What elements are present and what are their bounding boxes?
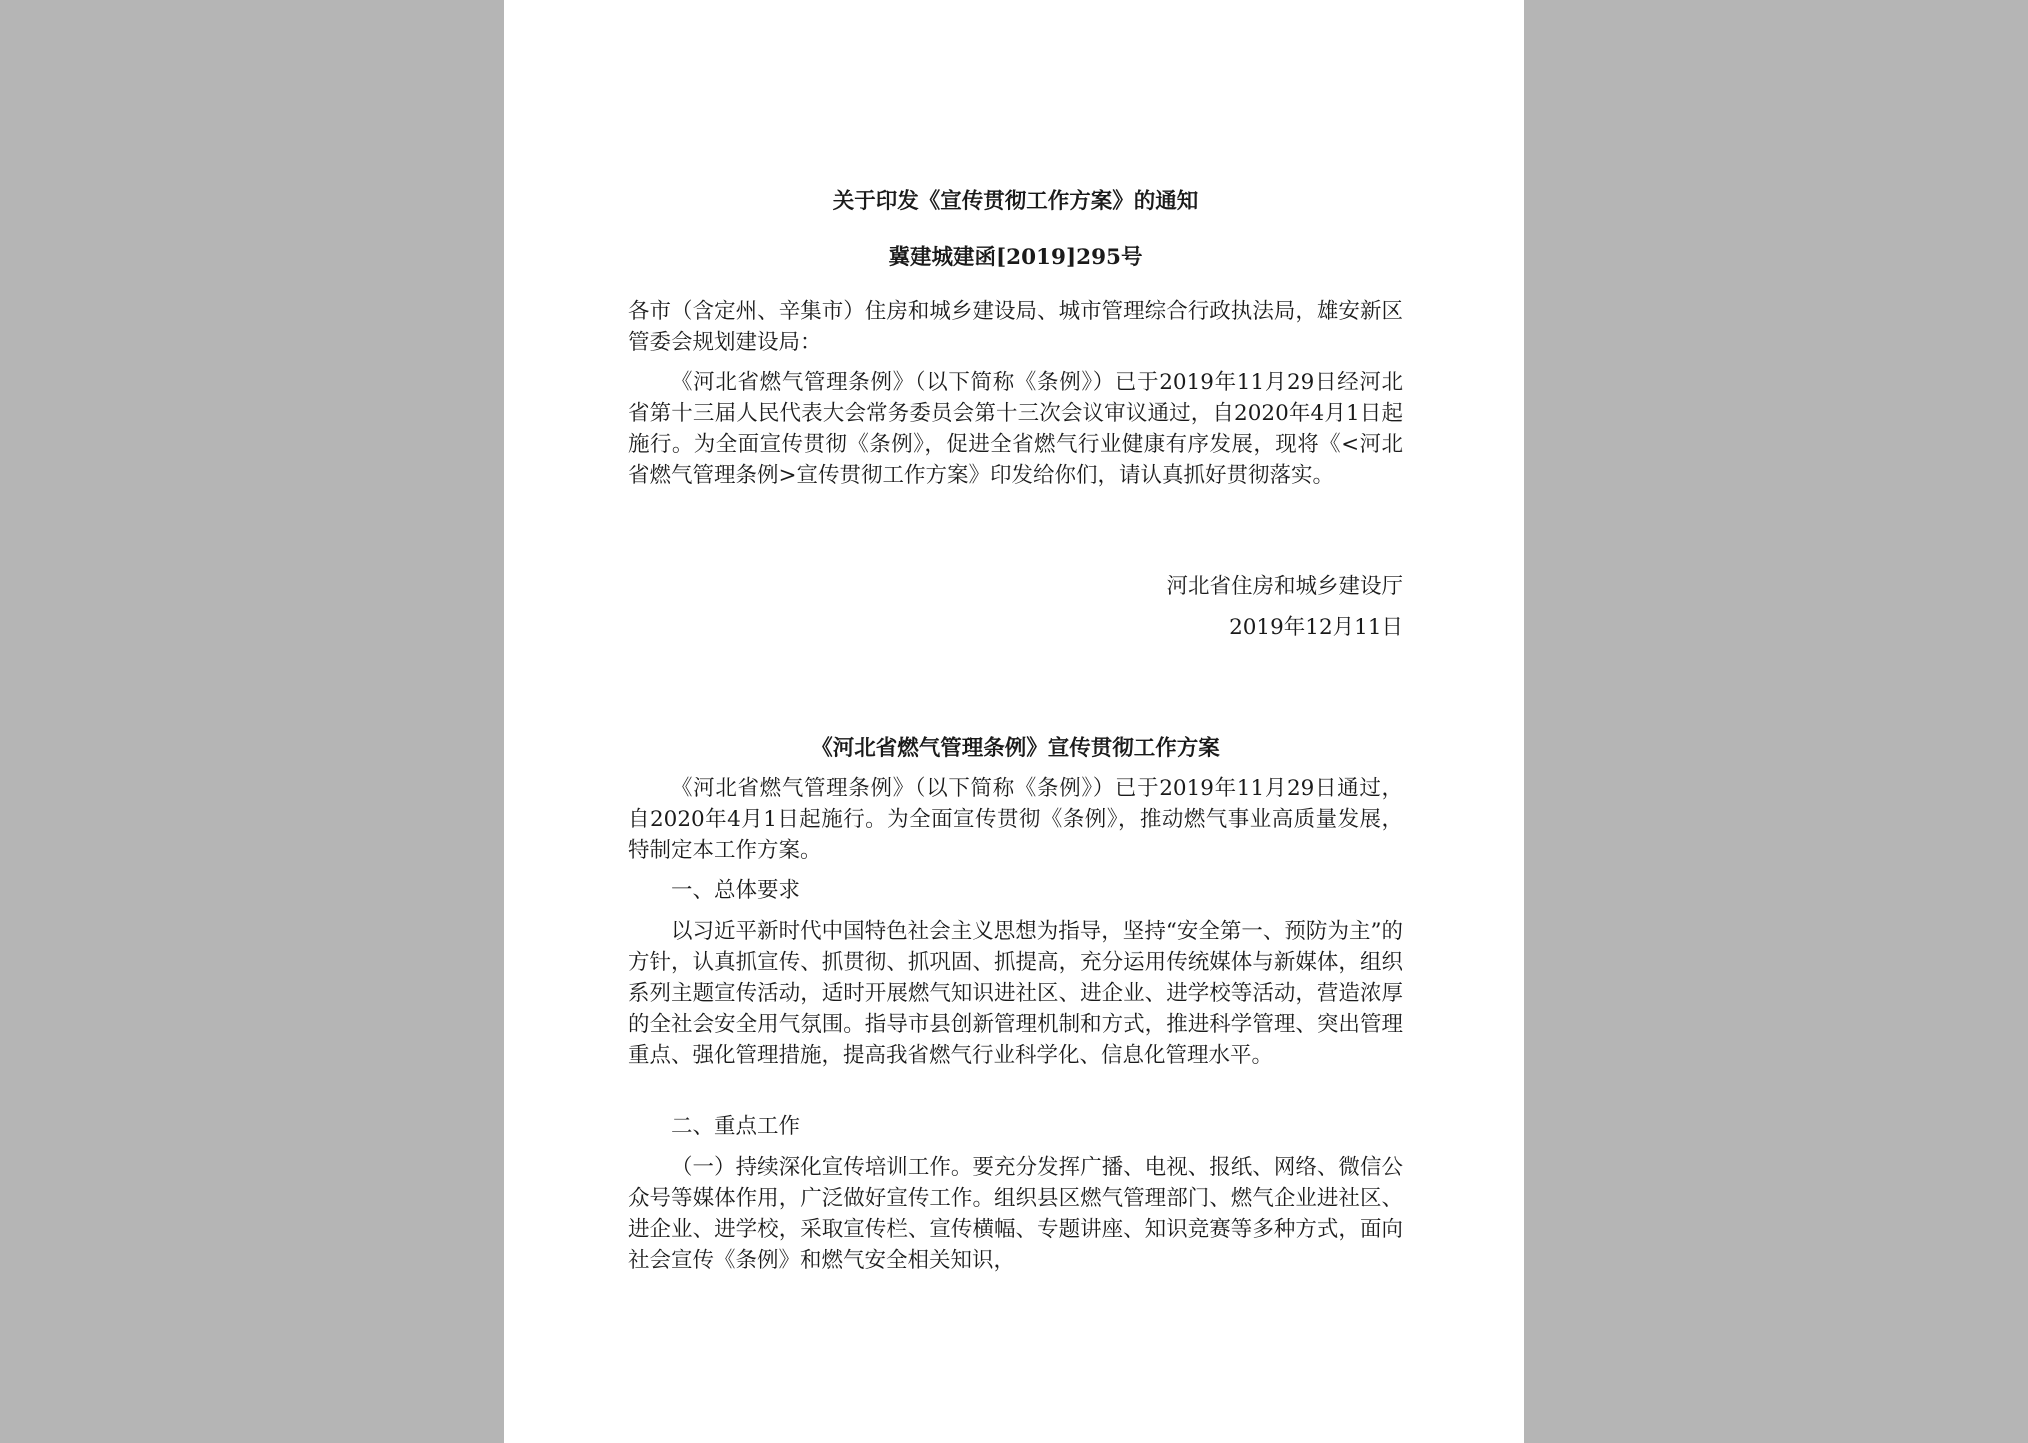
section-body-general-requirements: 以习近平新时代中国特色社会主义思想为指导，坚持“安全第一、预防为主”的方针，认真抓宣传、抓贯彻、抓巩固、抓提高，充分运用传统媒体与新媒体，组织系列主题宣传活动，适时开展燃气知识进社区、进企业、进学校等活动，营造浓厚的全社会安全用气氛围。指导市县创新管理机制和方式，推进科学管理、突出管理重点、强化管理措施，提高我省燃气行业科学化、信息化管理水平。	[628, 919, 1403, 1068]
notice-body: 《河北省燃气管理条例》（以下简称《条例》）已于2019年11月29日经河北省第十三届人民代表大会常务委员会第十三次会议审议通过，自2020年4月1日起施行。为全面宣传贯彻《条例》，促进全省燃气行业健康有序发展，现将《<河北省燃气管理条例>宣传贯彻工作方案》印发给你们，请认真抓好贯彻落实。	[628, 370, 1403, 488]
section-heading-general-requirements: 一、总体要求	[671, 878, 801, 903]
addressee: 各市（含定州、辛集市）住房和城乡建设局、城市管理综合行政执法局，雄安新区管委会规划建设局：	[628, 299, 1403, 355]
issuer: 河北省住房和城乡建设厅	[1166, 574, 1403, 599]
section-heading-key-work: 二、重点工作	[671, 1114, 801, 1139]
plan-title: 《河北省燃气管理条例》宣传贯彻工作方案	[811, 736, 1220, 761]
document-page	[504, 0, 1524, 1443]
document-number: 冀建城建函[2019]295号	[888, 245, 1143, 270]
notice-title: 关于印发《宣传贯彻工作方案》的通知	[832, 189, 1199, 214]
key-work-item-1: （一）持续深化宣传培训工作。要充分发挥广播、电视、报纸、网络、微信公众号等媒体作用，广泛做好宣传工作。组织县区燃气管理部门、燃气企业进社区、进企业、进学校，采取宣传栏、宣传横幅、专题讲座、知识竞赛等多种方式，面向社会宣传《条例》和燃气安全相关知识，	[628, 1155, 1403, 1273]
plan-intro: 《河北省燃气管理条例》（以下简称《条例》）已于2019年11月29日通过，自2020年4月1日起施行。为全面宣传贯彻《条例》，推动燃气事业高质量发展，特制定本工作方案。	[628, 776, 1403, 863]
issue-date: 2019年12月11日	[1229, 615, 1403, 640]
